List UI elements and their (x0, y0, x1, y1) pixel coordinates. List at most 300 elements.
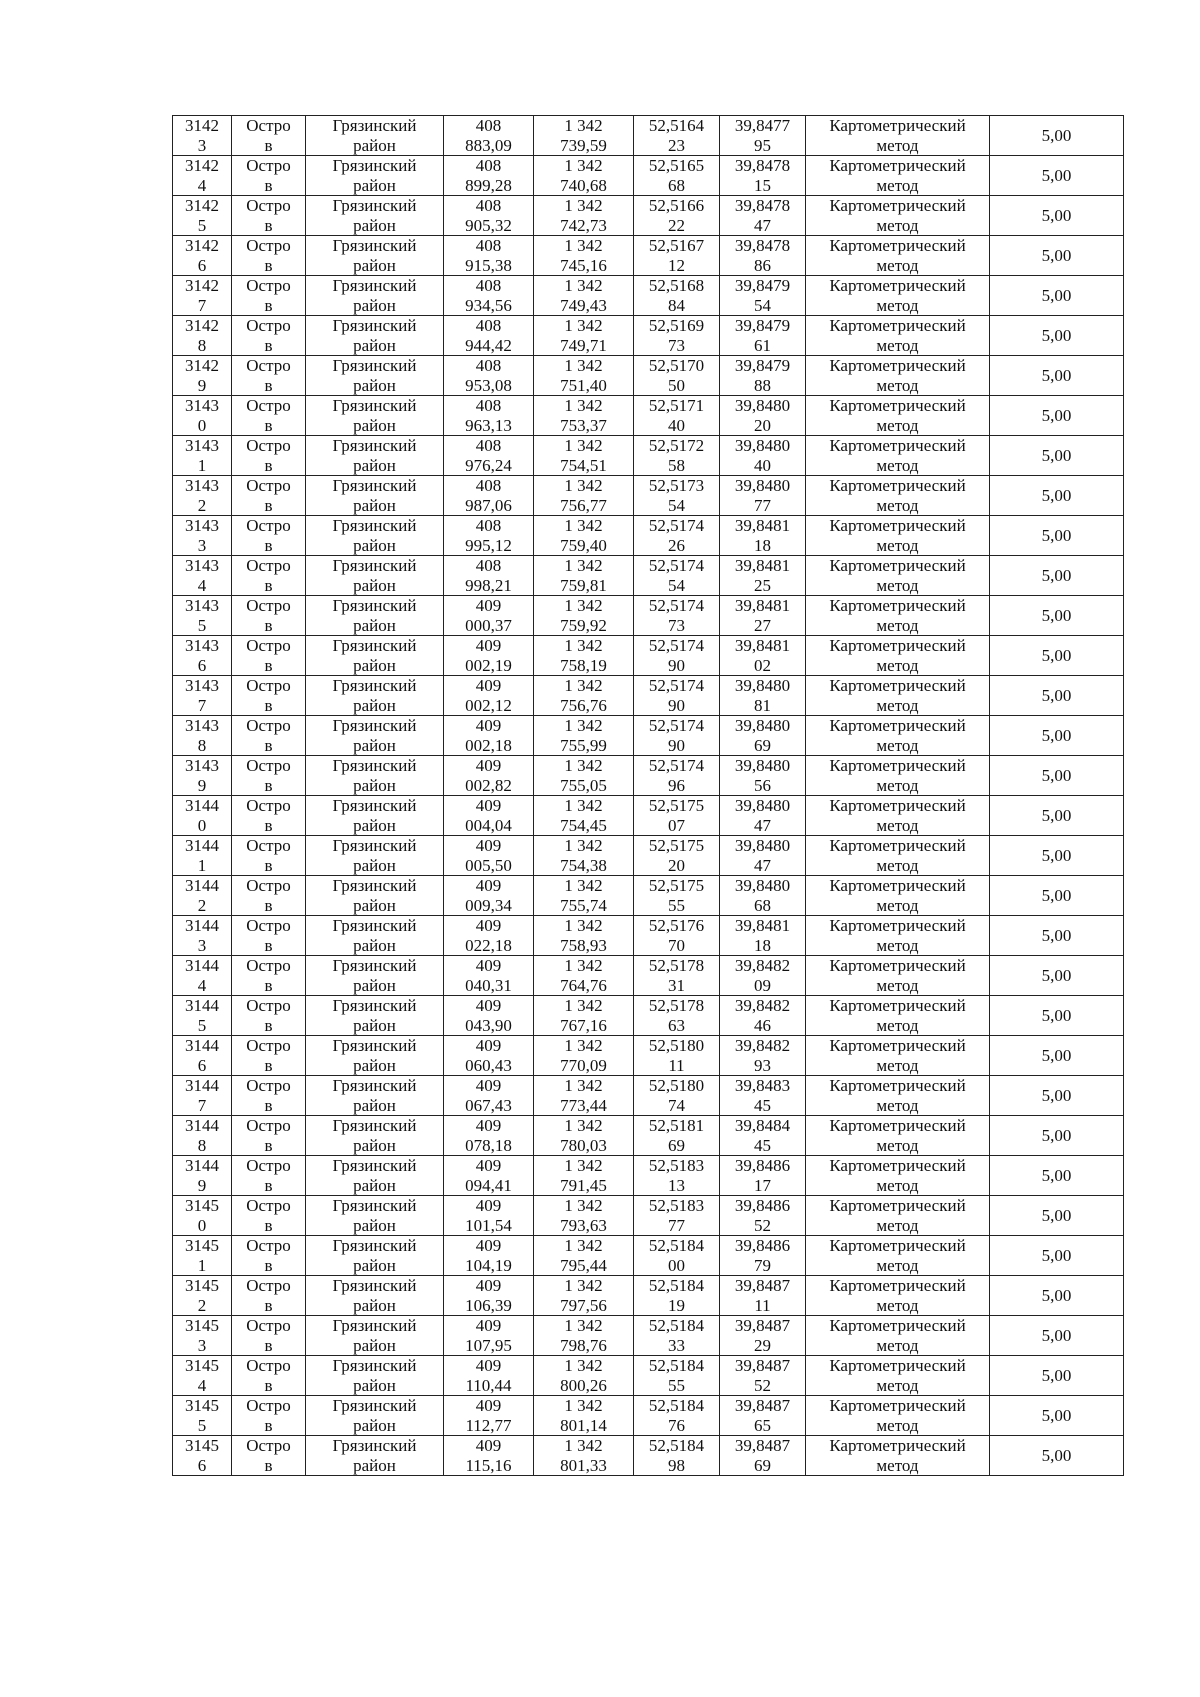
point-number-cell-line: 3143 (185, 396, 219, 415)
object-cell-line: в (264, 575, 273, 595)
table-row (173, 716, 1124, 756)
x-coordinate-cell-line: 409 (475, 1036, 502, 1055)
x-coordinate-cell-line: 995,12 (465, 535, 512, 555)
district-cell (306, 596, 444, 636)
point-number-cell (173, 916, 232, 956)
y-coordinate-cell-line: 754,51 (560, 455, 607, 475)
y-coordinate-cell (534, 876, 634, 916)
latitude-cell-line: 84 (668, 295, 685, 315)
point-number-cell-line: 3145 (185, 1396, 219, 1415)
y-coordinate-cell-line: 1 342 (564, 1116, 603, 1135)
district-cell-line: Грязинский (332, 636, 417, 655)
latitude-cell (634, 516, 720, 556)
object-cell-line: Остро (246, 996, 291, 1015)
method-cell (806, 396, 990, 436)
y-coordinate-cell (534, 1156, 634, 1196)
table-row (173, 276, 1124, 316)
district-cell (306, 356, 444, 396)
object-cell-line: в (264, 1295, 273, 1315)
object-cell-line: Остро (246, 356, 291, 375)
y-coordinate-cell (534, 116, 634, 156)
longitude-cell-line: 39,8482 (734, 1036, 791, 1055)
longitude-cell (720, 316, 806, 356)
x-coordinate-cell-line: 915,38 (465, 255, 512, 275)
longitude-cell-line: 39,8480 (734, 476, 791, 495)
object-cell-line: в (264, 855, 273, 875)
y-coordinate-cell (534, 276, 634, 316)
point-number-cell-line: 8 (197, 335, 207, 355)
latitude-cell (634, 1276, 720, 1316)
district-cell-line: Грязинский (332, 596, 417, 615)
y-coordinate-cell-line: 1 342 (564, 516, 603, 535)
method-cell-line: метод (876, 255, 919, 275)
x-coordinate-cell-line: 899,28 (465, 175, 512, 195)
point-number-cell-line: 3143 (185, 756, 219, 775)
table-row (173, 556, 1124, 596)
point-number-cell-line: 6 (197, 255, 207, 275)
object-cell (232, 1076, 306, 1116)
accuracy-cell: 5,00 (990, 556, 1124, 596)
district-cell (306, 1196, 444, 1236)
object-cell-line: в (264, 1135, 273, 1155)
method-cell-line: Картометрический (829, 796, 966, 815)
district-cell (306, 636, 444, 676)
point-number-cell-line: 3145 (185, 1236, 219, 1255)
method-cell-line: Картометрический (829, 516, 966, 535)
x-coordinate-cell (444, 636, 534, 676)
object-cell-line: Остро (246, 476, 291, 495)
method-cell-line: Картометрический (829, 1356, 966, 1375)
y-coordinate-cell (534, 996, 634, 1036)
district-cell (306, 436, 444, 476)
table-row (173, 1236, 1124, 1276)
method-cell (806, 756, 990, 796)
latitude-cell-line: 33 (668, 1335, 685, 1355)
x-coordinate-cell (444, 1156, 534, 1196)
longitude-cell-line: 39,8481 (734, 636, 791, 655)
table-row (173, 156, 1124, 196)
x-coordinate-cell-line: 409 (475, 756, 502, 775)
object-cell-line: Остро (246, 1036, 291, 1055)
longitude-cell (720, 196, 806, 236)
object-cell (232, 116, 306, 156)
latitude-cell (634, 756, 720, 796)
y-coordinate-cell-line: 773,44 (560, 1095, 607, 1115)
accuracy-cell: 5,00 (990, 1116, 1124, 1156)
object-cell (232, 756, 306, 796)
object-cell-line: Остро (246, 1196, 291, 1215)
object-cell (232, 156, 306, 196)
y-coordinate-cell-line: 793,63 (560, 1215, 607, 1235)
x-coordinate-cell-line: 408 (475, 156, 502, 175)
y-coordinate-cell-line: 739,59 (560, 135, 607, 155)
district-cell-line: район (353, 455, 396, 475)
point-number-cell-line: 2 (197, 895, 207, 915)
district-cell-line: Грязинский (332, 676, 417, 695)
point-number-cell-line: 9 (197, 375, 207, 395)
latitude-cell-line: 90 (668, 695, 685, 715)
y-coordinate-cell-line: 1 342 (564, 156, 603, 175)
point-number-cell-line: 0 (197, 415, 207, 435)
x-coordinate-cell (444, 1116, 534, 1156)
y-coordinate-cell-line: 1 342 (564, 956, 603, 975)
point-number-cell (173, 1436, 232, 1476)
object-cell-line: в (264, 215, 273, 235)
point-number-cell (173, 1276, 232, 1316)
longitude-cell-line: 47 (754, 215, 771, 235)
x-coordinate-cell-line: 409 (475, 1236, 502, 1255)
object-cell-line: Остро (246, 156, 291, 175)
method-cell-line: метод (876, 295, 919, 315)
y-coordinate-cell-line: 753,37 (560, 415, 607, 435)
method-cell (806, 436, 990, 476)
x-coordinate-cell (444, 1356, 534, 1396)
longitude-cell (720, 756, 806, 796)
accuracy-cell: 5,00 (990, 1356, 1124, 1396)
y-coordinate-cell-line: 1 342 (564, 396, 603, 415)
x-coordinate-cell-line: 944,42 (465, 335, 512, 355)
longitude-cell (720, 1236, 806, 1276)
method-cell-line: Картометрический (829, 876, 966, 895)
district-cell-line: Грязинский (332, 1076, 417, 1095)
point-number-cell-line: 8 (197, 1135, 207, 1155)
method-cell-line: Картометрический (829, 636, 966, 655)
latitude-cell-line: 52,5180 (648, 1036, 705, 1055)
longitude-cell (720, 1076, 806, 1116)
table-row (173, 116, 1124, 156)
point-number-cell-line: 3144 (185, 996, 219, 1015)
latitude-cell-line: 68 (668, 175, 685, 195)
longitude-cell (720, 716, 806, 756)
longitude-cell-line: 81 (754, 695, 771, 715)
y-coordinate-cell-line: 1 342 (564, 236, 603, 255)
y-coordinate-cell-line: 1 342 (564, 636, 603, 655)
district-cell-line: Грязинский (332, 716, 417, 735)
method-cell-line: метод (876, 1135, 919, 1155)
longitude-cell-line: 27 (754, 615, 771, 635)
longitude-cell-line: 45 (754, 1135, 771, 1155)
x-coordinate-cell-line: 101,54 (465, 1215, 512, 1235)
object-cell (232, 596, 306, 636)
district-cell (306, 516, 444, 556)
point-number-cell (173, 836, 232, 876)
object-cell (232, 316, 306, 356)
y-coordinate-cell-line: 751,40 (560, 375, 607, 395)
accuracy-cell: 5,00 (990, 676, 1124, 716)
latitude-cell-line: 52,5175 (648, 876, 705, 895)
x-coordinate-cell (444, 796, 534, 836)
longitude-cell-line: 39,8486 (734, 1236, 791, 1255)
longitude-cell (720, 996, 806, 1036)
y-coordinate-cell-line: 755,05 (560, 775, 607, 795)
x-coordinate-cell-line: 409 (475, 676, 502, 695)
point-number-cell (173, 556, 232, 596)
method-cell (806, 1236, 990, 1276)
latitude-cell (634, 396, 720, 436)
method-cell-line: метод (876, 655, 919, 675)
y-coordinate-cell-line: 770,09 (560, 1055, 607, 1075)
latitude-cell-line: 52,5184 (648, 1396, 705, 1415)
latitude-cell-line: 11 (668, 1055, 685, 1075)
latitude-cell (634, 236, 720, 276)
object-cell-line: Остро (246, 236, 291, 255)
longitude-cell (720, 516, 806, 556)
y-coordinate-cell (534, 756, 634, 796)
district-cell (306, 116, 444, 156)
y-coordinate-cell-line: 1 342 (564, 716, 603, 735)
y-coordinate-cell-line: 749,43 (560, 295, 607, 315)
y-coordinate-cell-line: 1 342 (564, 756, 603, 775)
district-cell-line: Грязинский (332, 356, 417, 375)
x-coordinate-cell-line: 409 (475, 876, 502, 895)
point-number-cell-line: 3142 (185, 156, 219, 175)
y-coordinate-cell-line: 798,76 (560, 1335, 607, 1355)
x-coordinate-cell-line: 408 (475, 196, 502, 215)
longitude-cell-line: 77 (754, 495, 771, 515)
latitude-cell (634, 996, 720, 1036)
point-number-cell-line: 3 (197, 135, 207, 155)
district-cell-line: район (353, 255, 396, 275)
district-cell (306, 1276, 444, 1316)
longitude-cell-line: 39,8482 (734, 996, 791, 1015)
object-cell-line: в (264, 415, 273, 435)
point-number-cell-line: 7 (197, 695, 207, 715)
latitude-cell-line: 52,5184 (648, 1236, 705, 1255)
district-cell-line: Грязинский (332, 516, 417, 535)
latitude-cell-line: 52,5173 (648, 476, 705, 495)
longitude-cell-line: 39,8487 (734, 1396, 791, 1415)
latitude-cell-line: 63 (668, 1015, 685, 1035)
y-coordinate-cell-line: 759,81 (560, 575, 607, 595)
district-cell-line: район (353, 1095, 396, 1115)
y-coordinate-cell (534, 1116, 634, 1156)
longitude-cell-line: 39,8481 (734, 556, 791, 575)
object-cell (232, 516, 306, 556)
latitude-cell (634, 796, 720, 836)
object-cell (232, 436, 306, 476)
y-coordinate-cell-line: 1 342 (564, 876, 603, 895)
longitude-cell (720, 1396, 806, 1436)
x-coordinate-cell-line: 409 (475, 716, 502, 735)
object-cell-line: в (264, 1215, 273, 1235)
y-coordinate-cell-line: 1 342 (564, 556, 603, 575)
x-coordinate-cell-line: 000,37 (465, 615, 512, 635)
latitude-cell (634, 716, 720, 756)
method-cell (806, 716, 990, 756)
district-cell (306, 716, 444, 756)
x-coordinate-cell-line: 409 (475, 956, 502, 975)
longitude-cell (720, 836, 806, 876)
object-cell (232, 556, 306, 596)
point-number-cell-line: 3 (197, 935, 207, 955)
y-coordinate-cell (534, 196, 634, 236)
latitude-cell-line: 77 (668, 1215, 685, 1235)
accuracy-cell: 5,00 (990, 956, 1124, 996)
latitude-cell (634, 636, 720, 676)
longitude-cell (720, 1436, 806, 1476)
point-number-cell (173, 316, 232, 356)
accuracy-cell: 5,00 (990, 356, 1124, 396)
y-coordinate-cell (534, 1196, 634, 1236)
latitude-cell (634, 1196, 720, 1236)
point-number-cell-line: 5 (197, 1415, 207, 1435)
district-cell-line: Грязинский (332, 756, 417, 775)
latitude-cell (634, 876, 720, 916)
accuracy-cell: 5,00 (990, 236, 1124, 276)
district-cell-line: Грязинский (332, 316, 417, 335)
district-cell (306, 1436, 444, 1476)
method-cell (806, 876, 990, 916)
accuracy-cell: 5,00 (990, 916, 1124, 956)
method-cell-line: Картометрический (829, 196, 966, 215)
district-cell-line: Грязинский (332, 276, 417, 295)
y-coordinate-cell-line: 1 342 (564, 1396, 603, 1415)
object-cell-line: в (264, 1255, 273, 1275)
method-cell-line: метод (876, 895, 919, 915)
point-number-cell-line: 4 (197, 575, 207, 595)
y-coordinate-cell (534, 716, 634, 756)
table-row (173, 1436, 1124, 1476)
method-cell (806, 276, 990, 316)
accuracy-cell: 5,00 (990, 1276, 1124, 1316)
point-number-cell-line: 0 (197, 815, 207, 835)
y-coordinate-cell-line: 754,45 (560, 815, 607, 835)
district-cell-line: район (353, 175, 396, 195)
x-coordinate-cell-line: 409 (475, 1356, 502, 1375)
point-number-cell-line: 5 (197, 1015, 207, 1035)
district-cell-line: район (353, 855, 396, 875)
method-cell-line: метод (876, 615, 919, 635)
latitude-cell-line: 23 (668, 135, 685, 155)
method-cell-line: Картометрический (829, 316, 966, 335)
y-coordinate-cell (534, 1036, 634, 1076)
y-coordinate-cell-line: 759,92 (560, 615, 607, 635)
object-cell-line: в (264, 815, 273, 835)
longitude-cell-line: 11 (754, 1295, 771, 1315)
latitude-cell (634, 1076, 720, 1116)
point-number-cell-line: 3144 (185, 1036, 219, 1055)
object-cell (232, 1436, 306, 1476)
method-cell-line: метод (876, 815, 919, 835)
x-coordinate-cell-line: 409 (475, 1396, 502, 1415)
point-number-cell (173, 756, 232, 796)
district-cell-line: Грязинский (332, 436, 417, 455)
x-coordinate-cell (444, 156, 534, 196)
district-cell-line: район (353, 775, 396, 795)
y-coordinate-cell-line: 1 342 (564, 916, 603, 935)
point-number-cell (173, 1396, 232, 1436)
latitude-cell-line: 20 (668, 855, 685, 875)
latitude-cell (634, 556, 720, 596)
x-coordinate-cell-line: 106,39 (465, 1295, 512, 1315)
object-cell (232, 276, 306, 316)
district-cell-line: район (353, 735, 396, 755)
longitude-cell (720, 916, 806, 956)
x-coordinate-cell (444, 1036, 534, 1076)
point-number-cell-line: 8 (197, 735, 207, 755)
district-cell-line: район (353, 1015, 396, 1035)
object-cell-line: в (264, 695, 273, 715)
district-cell (306, 1356, 444, 1396)
latitude-cell-line: 07 (668, 815, 685, 835)
method-cell (806, 196, 990, 236)
table-row (173, 756, 1124, 796)
method-cell-line: Картометрический (829, 1236, 966, 1255)
latitude-cell-line: 96 (668, 775, 685, 795)
method-cell-line: метод (876, 1055, 919, 1075)
latitude-cell-line: 52,5174 (648, 636, 705, 655)
method-cell-line: Картометрический (829, 476, 966, 495)
point-number-cell (173, 676, 232, 716)
method-cell-line: Картометрический (829, 436, 966, 455)
latitude-cell-line: 52,5167 (648, 236, 705, 255)
x-coordinate-cell (444, 756, 534, 796)
x-coordinate-cell (444, 1196, 534, 1236)
method-cell-line: Картометрический (829, 1036, 966, 1055)
district-cell (306, 236, 444, 276)
point-number-cell-line: 3143 (185, 716, 219, 735)
district-cell-line: район (353, 1415, 396, 1435)
y-coordinate-cell-line: 780,03 (560, 1135, 607, 1155)
point-number-cell-line: 4 (197, 975, 207, 995)
latitude-cell-line: 52,5184 (648, 1356, 705, 1375)
object-cell-line: в (264, 975, 273, 995)
x-coordinate-cell (444, 676, 534, 716)
district-cell-line: Грязинский (332, 796, 417, 815)
method-cell (806, 596, 990, 636)
latitude-cell-line: 52,5180 (648, 1076, 705, 1095)
latitude-cell (634, 836, 720, 876)
y-coordinate-cell (534, 556, 634, 596)
district-cell-line: Грязинский (332, 1236, 417, 1255)
method-cell-line: Картометрический (829, 556, 966, 575)
y-coordinate-cell-line: 756,76 (560, 695, 607, 715)
accuracy-cell: 5,00 (990, 1236, 1124, 1276)
y-coordinate-cell-line: 1 342 (564, 1436, 603, 1455)
point-number-cell-line: 4 (197, 1375, 207, 1395)
point-number-cell (173, 636, 232, 676)
table-row (173, 476, 1124, 516)
district-cell (306, 1316, 444, 1356)
accuracy-cell: 5,00 (990, 316, 1124, 356)
method-cell-line: метод (876, 735, 919, 755)
method-cell-line: метод (876, 775, 919, 795)
x-coordinate-cell-line: 953,08 (465, 375, 512, 395)
x-coordinate-cell-line: 078,18 (465, 1135, 512, 1155)
object-cell-line: Остро (246, 396, 291, 415)
district-cell-line: Грязинский (332, 1116, 417, 1135)
longitude-cell-line: 54 (754, 295, 771, 315)
longitude-cell-line: 56 (754, 775, 771, 795)
accuracy-cell: 5,00 (990, 276, 1124, 316)
method-cell (806, 836, 990, 876)
latitude-cell-line: 52,5171 (648, 396, 705, 415)
district-cell-line: Грязинский (332, 1276, 417, 1295)
table-row (173, 1156, 1124, 1196)
x-coordinate-cell-line: 408 (475, 556, 502, 575)
latitude-cell (634, 116, 720, 156)
y-coordinate-cell (534, 1396, 634, 1436)
point-number-cell-line: 9 (197, 775, 207, 795)
y-coordinate-cell-line: 758,93 (560, 935, 607, 955)
point-number-cell-line: 3144 (185, 1116, 219, 1135)
point-number-cell (173, 1356, 232, 1396)
latitude-cell-line: 90 (668, 655, 685, 675)
y-coordinate-cell-line: 764,76 (560, 975, 607, 995)
longitude-cell-line: 39,8486 (734, 1156, 791, 1175)
method-cell (806, 916, 990, 956)
object-cell (232, 876, 306, 916)
